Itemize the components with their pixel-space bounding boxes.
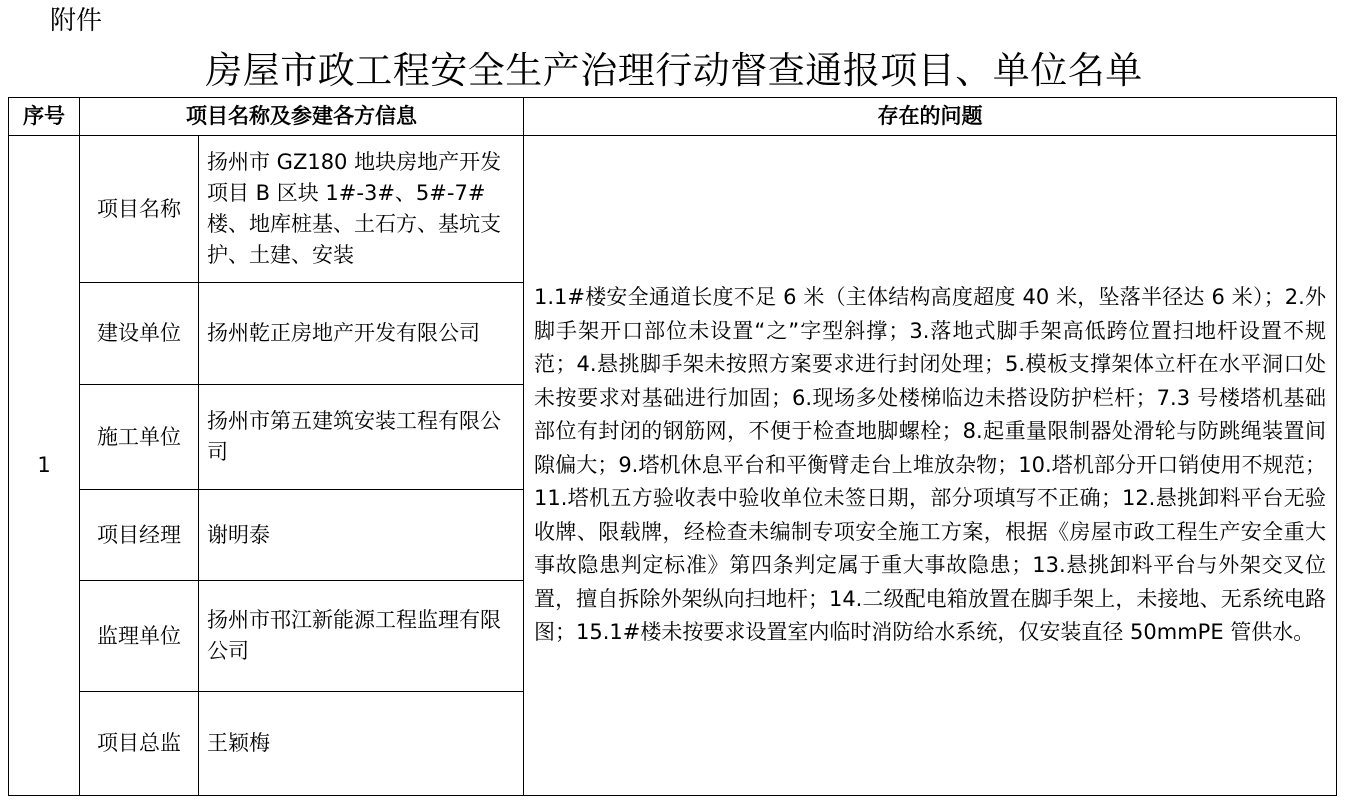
table-header-row: [9, 98, 1337, 136]
field-label-project-name: 项目名称: [80, 136, 199, 283]
header-issues: 存在的问题: [524, 98, 1337, 136]
field-value-developer: 扬州乾正房地产开发有限公司: [199, 283, 524, 385]
row-seq: 1: [9, 136, 80, 796]
field-value-project-manager: 谢明泰: [199, 490, 524, 581]
field-label-supervisor-unit: 监理单位: [80, 581, 199, 692]
header-seq: 序号: [9, 98, 80, 136]
field-value-project-name: 扬州市 GZ180 地块房地产开发项目 B 区块 1#-3#、5#-7#楼、地库桩基、土石方、基坑支护、土建、安装: [199, 136, 524, 283]
field-value-chief-supervisor: 王颖梅: [199, 692, 524, 796]
issues-cell: 1.1#楼安全通道长度不足 6 米（主体结构高度超度 40 米，坠落半径达 6 米）；2.外脚手架开口部位未设置“之”字型斜撑；3.落地式脚手架高低跨位置扫地杆设置不规范；4.悬挑脚手架未按照方案要求进行封闭处理；5.模板支撑架体立杆在水平洞口处未按要求对基础进行加固；6.现场多处楼梯临边未搭设防护栏杆；7.3 号楼塔机基础部位有封闭的钢筋网，不便于检查地脚螺栓；8.起重量限制器处滑轮与防跳绳装置间隙偏大；9.塔机休息平台和平衡臂走台上堆放杂物；10.塔机部分开口销使用不规范；11.塔机五方验收表中验收单位未签日期，部分项填写不正确；12.悬挑卸料平台无验收牌、限载牌，经检查未编制专项安全施工方案，根据《房屋市政工程生产安全重大事故隐患判定标准》第四条判定属于重大事故隐患；13.悬挑卸料平台与外架交叉位置，擅自拆除外架纵向扫地杆；14.二级配电箱放置在脚手架上，未接地、无系统电路图；15.1#楼未按要求设置室内临时消防给水系统，仅安装直径 50mmPE 管供水。: [524, 136, 1337, 796]
field-label-project-manager: 项目经理: [80, 490, 199, 581]
field-value-contractor: 扬州市第五建筑安装工程有限公司: [199, 385, 524, 490]
attachment-label: 附件: [50, 6, 103, 36]
field-label-developer: 建设单位: [80, 283, 199, 385]
field-label-chief-supervisor: 项目总监: [80, 692, 199, 796]
document-title: 房屋市政工程安全生产治理行动督查通报项目、单位名单: [205, 49, 1143, 92]
field-value-supervisor-unit: 扬州市邗江新能源工程监理有限公司: [199, 581, 524, 692]
project-table: [8, 97, 1337, 796]
header-info: 项目名称及参建各方信息: [80, 98, 524, 136]
field-label-contractor: 施工单位: [80, 385, 199, 490]
table-row: [9, 136, 1337, 283]
